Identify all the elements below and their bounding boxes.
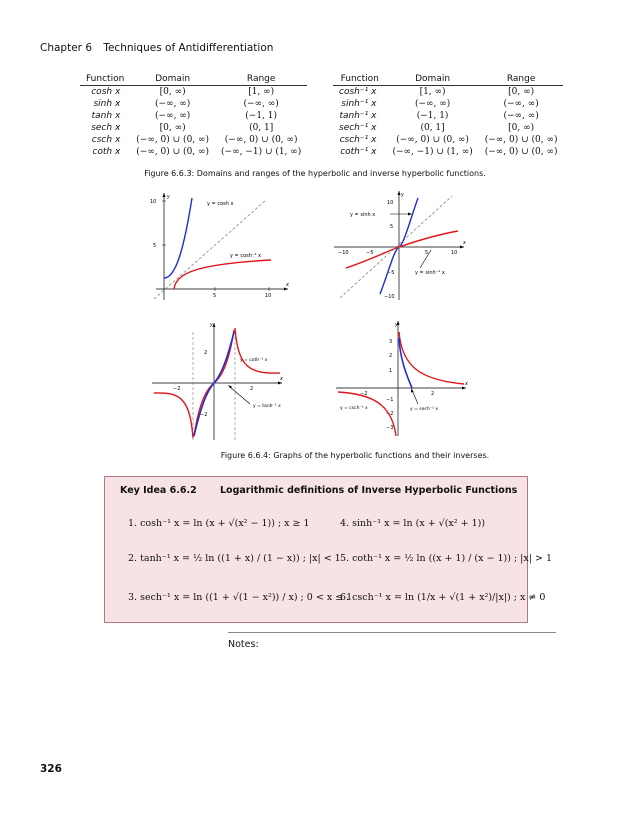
y-axis-label: y [401, 192, 404, 198]
table-cell: csch x [91, 135, 121, 145]
figure-664-caption: Figure 6.6.4: Graphs of the hyperbolic functions and their inverses. [220, 451, 490, 460]
reflection-line [154, 200, 266, 299]
page-number: 326 [40, 763, 62, 775]
table-row [80, 146, 307, 158]
table-cell: (−∞, 0) ∪ (0, ∞) [136, 147, 210, 157]
table-row [333, 110, 563, 122]
table-cell: cosh⁻¹ x [339, 87, 377, 97]
table-row [80, 86, 307, 99]
curve-label: y = sech⁻¹ x [410, 407, 439, 412]
graph-cosh [140, 188, 300, 306]
chapter-label: Chapter 6 [40, 42, 92, 54]
graph-tanh [150, 318, 290, 440]
y-axis-label: y [210, 322, 213, 328]
table-cell: coth⁻¹ x [340, 147, 377, 157]
key-idea-number: Key Idea 6.6.2 [120, 485, 197, 496]
tick-label: −1 [386, 397, 394, 403]
table-row [80, 134, 307, 146]
figure-663-caption: Figure 6.6.3: Domains and ranges of the hyperbolic and inverse hyperbolic functions. [144, 169, 486, 178]
tick-label: 10 [265, 293, 272, 299]
tick-label: 5 [213, 293, 217, 299]
table-cell: sech⁻¹ x [339, 123, 377, 133]
y-axis-arrow [163, 193, 166, 197]
arccoth-left-curve [154, 393, 193, 438]
key-idea-title [120, 485, 537, 496]
tick-label: 2 [431, 391, 435, 397]
table-header: Function [80, 74, 130, 86]
x-axis-label: x [280, 376, 283, 382]
table-cell: [0, ∞) [159, 123, 186, 133]
table-row [80, 122, 307, 134]
y-axis-label: y [395, 322, 398, 328]
table-cell: [0, ∞) [508, 87, 535, 97]
curve-label: y = coth⁻¹ x [240, 358, 268, 363]
table-cell: tanh⁻¹ x [339, 111, 377, 121]
table-row [333, 86, 563, 99]
notes-divider [228, 632, 556, 633]
table-row [80, 110, 307, 122]
table-cell: [0, ∞) [159, 87, 186, 97]
inverse-hyperbolic-table [333, 74, 563, 158]
curve-label: y = tanh⁻¹ x [253, 404, 281, 409]
table-header: Function [333, 74, 386, 86]
table-cell: (−∞, ∞) [503, 99, 539, 109]
tick-label: −2 [360, 391, 368, 397]
tick-label: 2 [204, 350, 208, 356]
tick-label: −2 [173, 386, 181, 392]
table-cell: (−∞, −1) ∪ (1, ∞) [221, 147, 302, 157]
tick-label: 1 [389, 368, 393, 374]
table-cell: [1, ∞) [419, 87, 446, 97]
tick-label: 3 [389, 339, 393, 345]
tick-label: −10 [338, 250, 349, 256]
table-cell: sinh⁻¹ x [341, 99, 377, 109]
graph-sinh [330, 188, 470, 306]
curve-label: y = cosh x [207, 201, 234, 207]
x-axis-label: x [465, 381, 468, 387]
notes-label: Notes: [228, 639, 259, 650]
tick-label: −5 [387, 270, 395, 276]
table-cell: [0, ∞) [508, 123, 535, 133]
table-cell: (−∞, −1) ∪ (1, ∞) [392, 147, 473, 157]
table-header: Domain [386, 74, 478, 86]
table-row [333, 122, 563, 134]
table-cell: (−∞, ∞) [155, 99, 191, 109]
table-cell: cosh x [91, 87, 121, 97]
table-cell: (−∞, ∞) [414, 99, 451, 109]
table-cell: (−∞, 0) ∪ (0, ∞) [224, 135, 298, 145]
table-header: Range [215, 74, 307, 86]
table-header: Domain [130, 74, 215, 86]
x-axis-label: x [286, 282, 289, 288]
formula-1: 1. cosh⁻¹ x = ln (x + √(x² − 1)) ; x ≥ 1 [128, 518, 310, 529]
table-row [333, 146, 563, 158]
tick-label: 5 [425, 250, 429, 256]
table-cell: (−∞, ∞) [155, 111, 191, 121]
curve-label: y = csch⁻¹ x [340, 406, 368, 411]
tick-label: 2 [389, 353, 393, 359]
key-idea-heading: Logarithmic definitions of Inverse Hyperbolic Functions [220, 485, 518, 496]
table-header: Range [479, 74, 564, 86]
tick-label: 10 [150, 199, 157, 205]
table-row [80, 98, 307, 110]
table-cell: coth x [92, 147, 121, 157]
formula-5: 5. coth⁻¹ x = ½ ln ((x + 1) / (x − 1)) ; |x| > 1 [340, 553, 552, 564]
formula-2: 2. tanh⁻¹ x = ½ ln ((1 + x) / (1 − x)) ; |x| < 1 [128, 553, 341, 564]
tick-label: −5 [366, 250, 374, 256]
tick-label: 5 [390, 224, 394, 230]
cosh-curve [164, 198, 192, 278]
graph-sech [332, 318, 472, 440]
tick-label: −10 [384, 294, 395, 300]
table-cell: [1, ∞) [248, 87, 275, 97]
curve-label: y = sinh x [350, 212, 376, 218]
table-cell: (−1, 1) [245, 111, 278, 121]
arcsinh-curve [346, 231, 458, 268]
x-axis-label: x [463, 240, 466, 246]
tick-label: −3 [386, 425, 394, 431]
tick-label: 10 [451, 250, 458, 256]
table-cell: (0, 1] [249, 123, 274, 133]
chapter-title: Techniques of Antidifferentiation [103, 42, 274, 54]
arccsch-right-curve [399, 332, 464, 384]
curve-label: y = cosh⁻¹ x [230, 253, 262, 259]
table-cell: (−∞, ∞) [243, 99, 279, 109]
formula-3: 3. sech⁻¹ x = ln ((1 + √(1 − x²)) / x) ; 0 < x ≤ 1 [128, 592, 353, 603]
tick-label: 10 [387, 200, 394, 206]
table-cell: tanh x [91, 111, 121, 121]
y-axis-label: y [167, 194, 170, 200]
table-cell: (−∞, 0) ∪ (0, ∞) [396, 135, 469, 145]
tick-label: 5 [153, 243, 157, 249]
table-row [333, 134, 563, 146]
table-cell: (−∞, 0) ∪ (0, ∞) [484, 135, 558, 145]
tick-label: −2 [200, 412, 208, 418]
table-cell: (−∞, 0) ∪ (0, ∞) [136, 135, 210, 145]
formula-6: 6. csch⁻¹ x = ln (1/x + √(1 + x²)/|x|) ; x ≠ 0 [340, 592, 546, 603]
table-cell: (0, 1] [420, 123, 445, 133]
table-cell: (−∞, 0) ∪ (0, ∞) [484, 147, 558, 157]
tick-label: 2 [250, 386, 254, 392]
table-cell: sech x [91, 123, 121, 133]
arccosh-curve [174, 260, 271, 289]
table-cell: csch⁻¹ x [339, 135, 377, 145]
running-head [40, 42, 273, 54]
table-cell: (−1, 1) [416, 111, 449, 121]
curve-label: y = sinh⁻¹ x [415, 270, 445, 276]
table-row [333, 98, 563, 110]
table-cell: sinh x [93, 99, 121, 109]
hyperbolic-table [80, 74, 307, 158]
arccoth-right-curve [235, 328, 280, 373]
table-cell: (−∞, ∞) [503, 111, 539, 121]
formula-4: 4. sinh⁻¹ x = ln (x + √(x² + 1)) [340, 518, 486, 529]
tick-label: −2 [386, 411, 394, 417]
